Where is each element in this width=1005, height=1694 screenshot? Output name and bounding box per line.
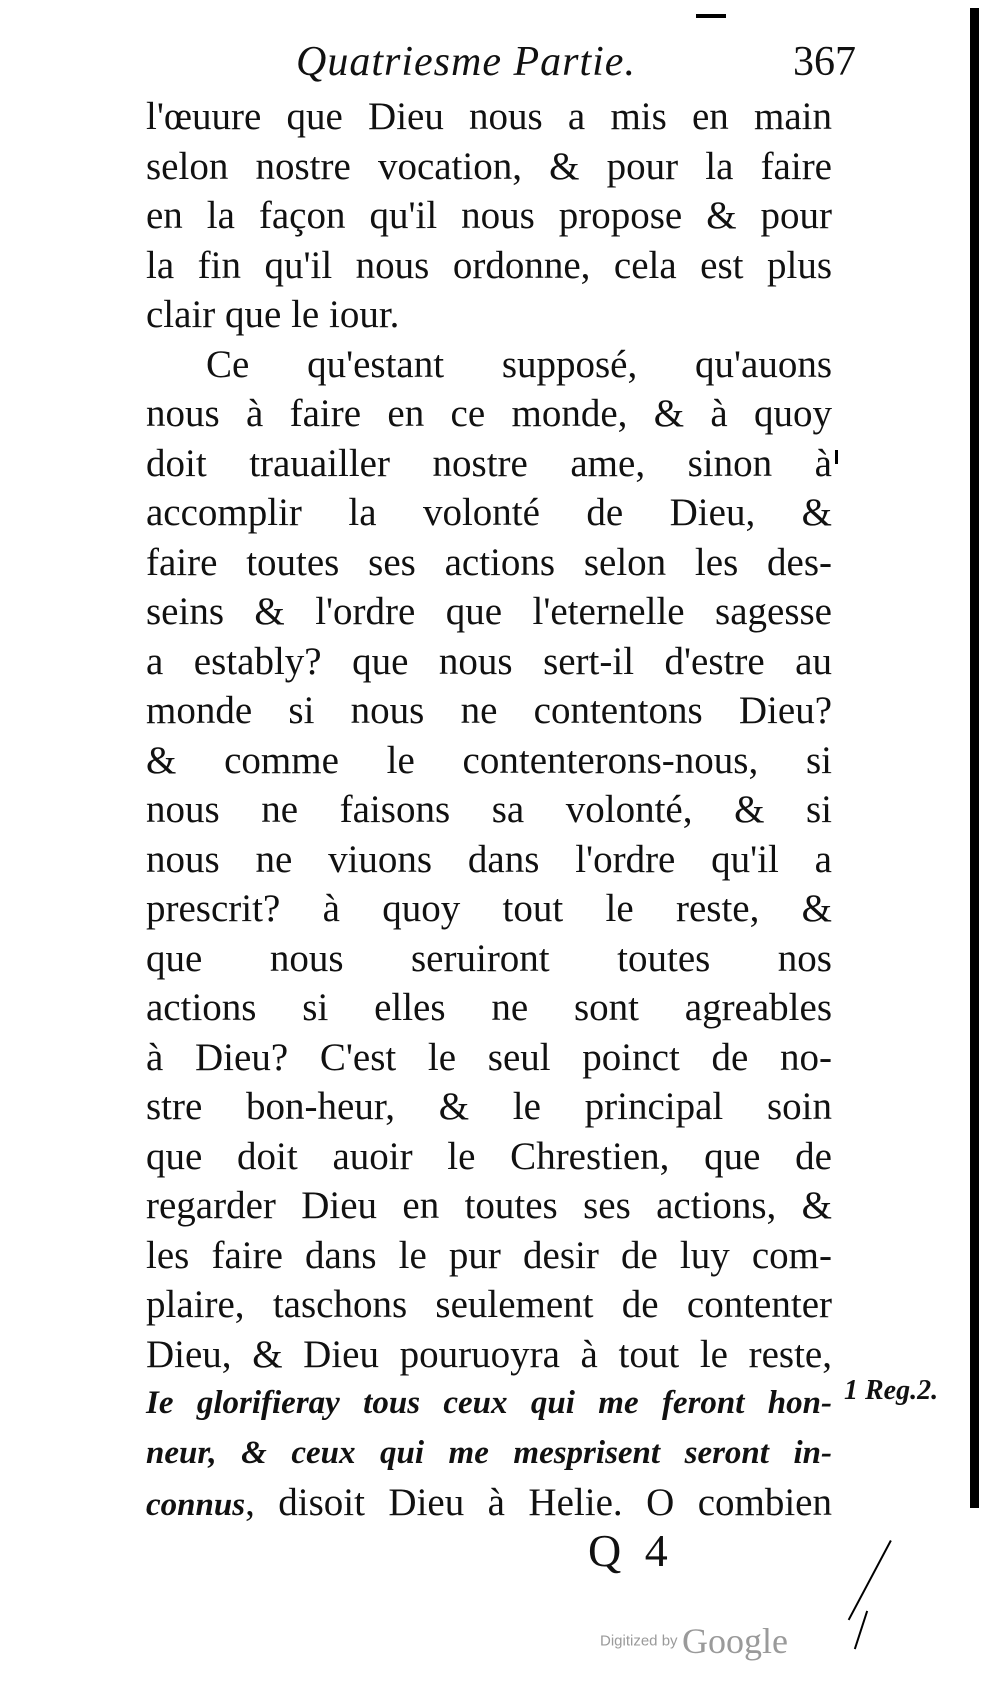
running-title: Quatriesme Partie. <box>296 39 636 85</box>
text-line: a estably? que nous sert-il d'estre au <box>146 639 832 683</box>
last-line-italic: connus <box>146 1487 246 1523</box>
text-line: seins & l'ordre que l'eternelle sagesse <box>146 590 832 633</box>
stray-mark <box>974 466 977 482</box>
signature-mark: Q 4 <box>588 1525 674 1576</box>
text-line-italic: neur, & ceux qui me mesprisent seront in- <box>146 1434 832 1471</box>
digitized-watermark <box>600 1620 788 1662</box>
text-line: la fin qu'il nous ordonne, cela est plus <box>146 243 832 287</box>
text-line: stre bon-heur, & le principal soin <box>146 1085 832 1128</box>
text-line: nous ne viuons dans l'ordre qu'il a <box>146 837 832 881</box>
text-line: regarder Dieu en toutes ses actions, & <box>146 1184 832 1227</box>
pen-stroke-mark <box>848 1540 892 1620</box>
text-line: clair que le iour. <box>146 293 400 336</box>
top-dash-mark <box>696 14 726 18</box>
text-line: que nous seruiront toutes nos <box>146 936 832 980</box>
text-line: accomplir la volonté de Dieu, & <box>146 491 832 534</box>
text-line: nous à faire en ce monde, & à quoy <box>146 392 832 435</box>
text-line-italic: Ie glorifieray tous ceux qui me feront hon- <box>146 1385 832 1421</box>
text-line: à Dieu? C'est le seul poinct de no- <box>146 1035 832 1079</box>
digitized-by-label: Digitized by <box>600 1632 678 1650</box>
text-line-last <box>146 1478 832 1528</box>
text-line: en la façon qu'il nous propose & pour <box>146 194 832 237</box>
stray-mark <box>835 450 838 464</box>
text-line: monde si nous ne contentons Dieu? <box>146 689 832 732</box>
text-line: Dieu, & Dieu pouruoyra à tout le reste, <box>146 1332 832 1376</box>
text-line: plaire, taschons seulement de contenter <box>146 1283 832 1326</box>
text-line: les faire dans le pur desir de luy com- <box>146 1233 832 1277</box>
pen-stroke-mark <box>854 1611 868 1650</box>
text-line: Ce qu'estant supposé, qu'auons <box>206 342 832 386</box>
last-line-roman: , disoit Dieu à Helie. O combien <box>245 1481 832 1524</box>
google-logo-text: Google <box>682 1621 788 1661</box>
page-number: 367 <box>793 39 856 85</box>
text-line: prescrit? à quoy tout le reste, & <box>146 887 832 930</box>
page-edge-rule <box>970 8 979 1508</box>
margin-reference-note: 1 Reg.2. <box>844 1375 939 1406</box>
text-line: que doit auoir le Chrestien, que de <box>146 1134 832 1178</box>
text-line: selon nostre vocation, & pour la faire <box>146 144 832 188</box>
text-line: doit trauailler nostre ame, sinon à <box>146 441 832 485</box>
body-text <box>146 92 832 1528</box>
running-header <box>296 38 856 98</box>
text-line: l'œuure que Dieu nous a mis en main <box>146 95 832 138</box>
text-line: faire toutes ses actions selon les des- <box>146 540 832 584</box>
text-line: actions si elles ne sont agreables <box>146 986 832 1029</box>
text-line: & comme le contenterons-nous, si <box>146 738 832 782</box>
text-line: nous ne faisons sa volonté, & si <box>146 788 832 831</box>
